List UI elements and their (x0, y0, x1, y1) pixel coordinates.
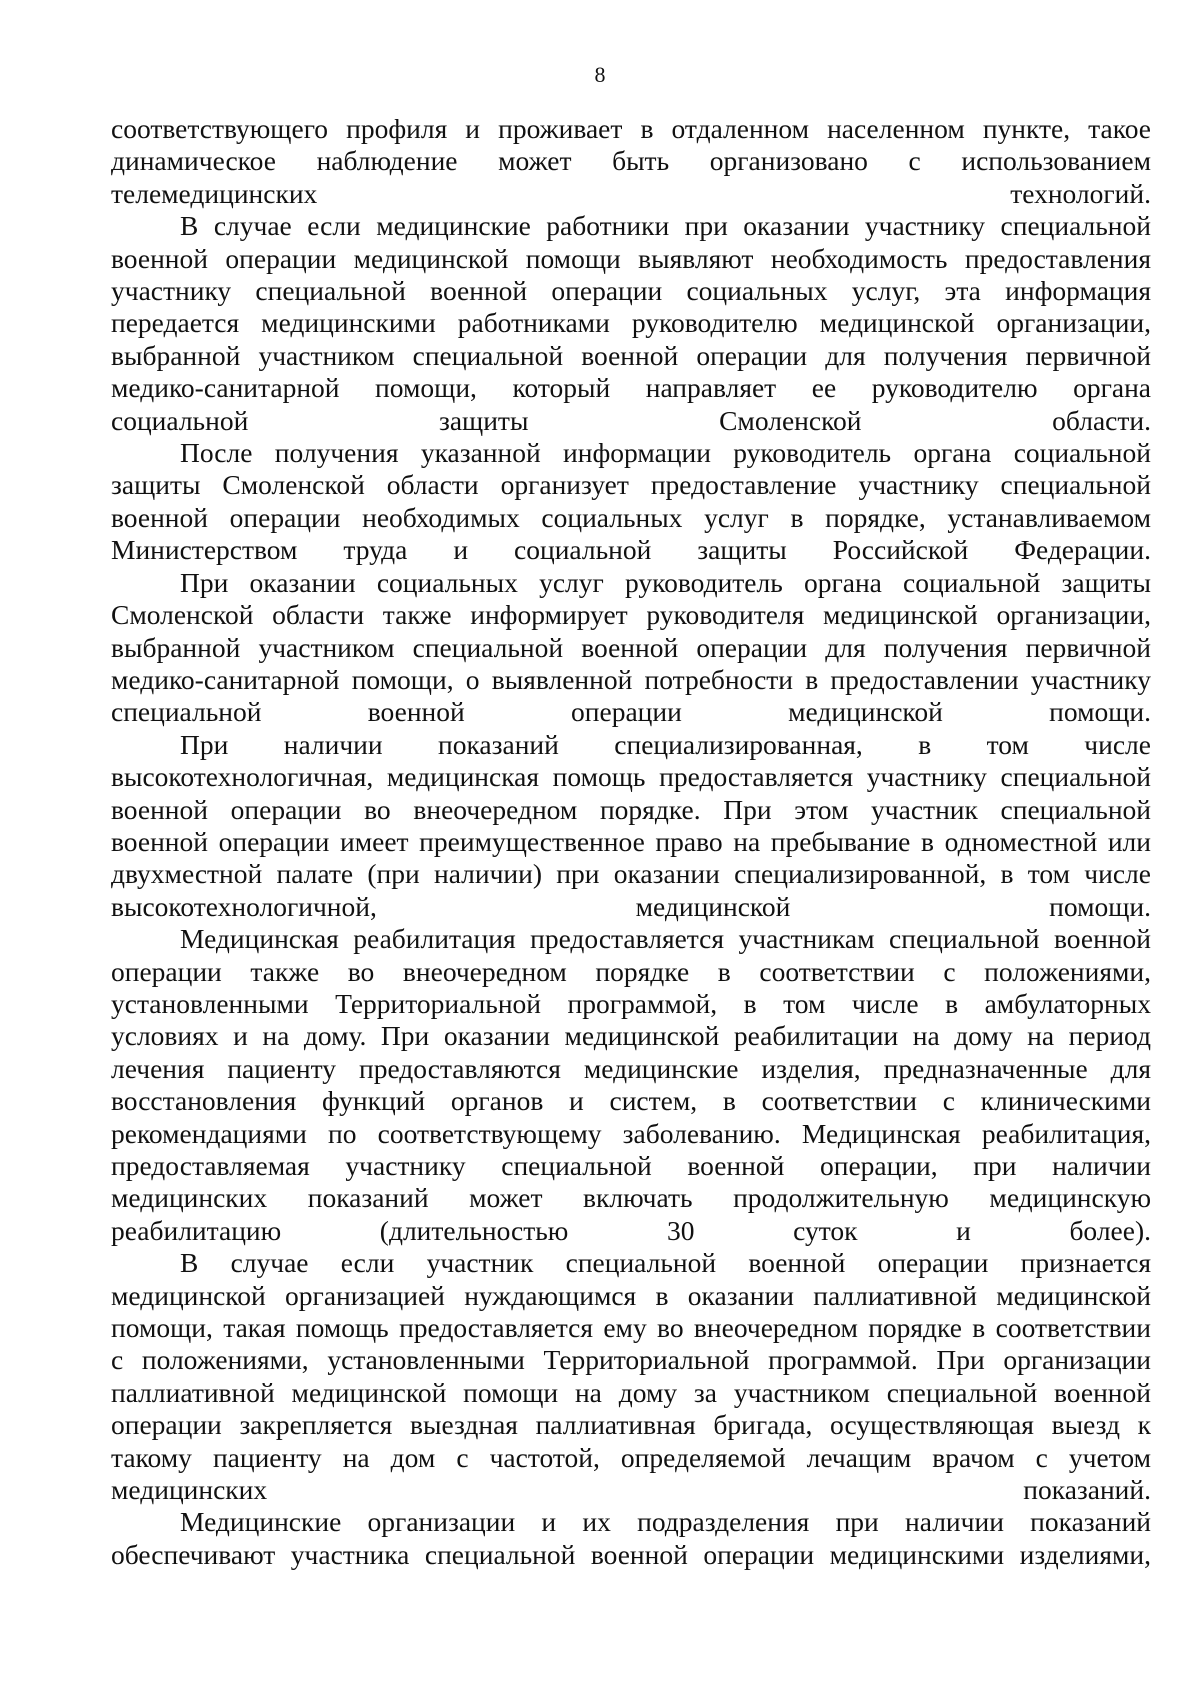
paragraph (111, 729, 1151, 923)
text-line: медицинских показаний может включать продолжительную медицинскую (111, 1182, 1151, 1214)
paragraph (111, 210, 1151, 437)
text-line: Смоленской области также информирует руководителя медицинской организации, (111, 599, 1151, 631)
text-line: соответствующего профиля и проживает в отдаленном населенном пункте, такое (111, 113, 1151, 144)
text-line: В случае если медицинские работники при оказании участнику специальной (180, 210, 1151, 242)
text-line: паллиативной медицинской помощи на дому за участником специальной военной (111, 1376, 1151, 1408)
text-line: медицинской организацией нуждающимся в оказании паллиативной медицинской (111, 1279, 1151, 1311)
text-line: помощи, такая помощь предоставляется ему во внеочередном порядке в соответствии (111, 1312, 1151, 1344)
page-number: 8 (594, 62, 606, 87)
paragraph (111, 1247, 1151, 1506)
text-line: После получения указанной информации руководитель органа социальной (180, 437, 1151, 469)
text-line: операции также во внеочередном порядке в соответствии с положениями, (111, 955, 1151, 987)
text-line: социальной защиты Смоленской области. (111, 404, 1151, 436)
text-line: условиях и на дому. При оказании медицинской реабилитации на дому на период (111, 1020, 1151, 1052)
text-line: выбранной участником специальной военной операции для получения первичной (111, 339, 1151, 371)
text-line: рекомендациями по соответствующему заболеванию. Медицинская реабилитация, (111, 1117, 1151, 1149)
text-line: военной операции медицинской помощи выявляют необходимость предоставления (111, 242, 1151, 274)
text-line: Медицинские организации и их подразделения при наличии показаний (180, 1506, 1151, 1538)
document-body (111, 113, 1151, 1571)
text-line: При наличии показаний специализированная, в том числе (180, 728, 1151, 760)
text-line: такому пациенту на дом с частотой, определяемой лечащим врачом с учетом (111, 1441, 1151, 1473)
text-line: с положениями, установленными Территориальной программой. При организации (111, 1344, 1151, 1376)
text-line: военной операции необходимых социальных услуг в порядке, устанавливаемом (111, 501, 1151, 533)
text-line: медицинских показаний. (111, 1474, 1151, 1506)
text-line: В случае если участник специальной военной операции признается (180, 1247, 1151, 1279)
paragraph (111, 1506, 1151, 1571)
text-line: При оказании социальных услуг руководитель органа социальной защиты (180, 566, 1151, 598)
text-line: двухместной палате (при наличии) при оказании специализированной, в том числе (111, 858, 1151, 890)
text-line: восстановления функций органов и систем, в соответствии с клиническими (111, 1085, 1151, 1117)
text-line: высокотехнологичной, медицинской помощи. (111, 890, 1151, 922)
text-line: высокотехнологичная, медицинская помощь предоставляется участнику специальной (111, 761, 1151, 793)
text-line: реабилитацию (длительностью 30 суток и более). (111, 1214, 1151, 1246)
text-line: предоставляемая участнику специальной военной операции, при наличии (111, 1150, 1151, 1181)
text-line: Министерством труда и социальной защиты Российской Федерации. (111, 534, 1151, 566)
text-line: военной операции во внеочередном порядке. При этом участник специальной (111, 793, 1151, 825)
text-line: Медицинская реабилитация предоставляется участникам специальной военной (180, 923, 1151, 955)
text-line: обеспечивают участника специальной военной операции медицинскими изделиями, (111, 1538, 1151, 1570)
text-line: военной операции имеет преимущественное право на пребывание в одноместной или (111, 825, 1151, 857)
text-line: защиты Смоленской области организует предоставление участнику специальной (111, 469, 1151, 501)
text-line: операции закрепляется выездная паллиативная бригада, осуществляющая выезд к (111, 1409, 1151, 1441)
text-line: выбранной участником специальной военной операции для получения первичной (111, 631, 1151, 663)
paragraph (111, 567, 1151, 729)
text-line: передается медицинскими работниками руководителю медицинской организации, (111, 307, 1151, 339)
text-line: медико-санитарной помощи, о выявленной потребности в предоставлении участнику (111, 663, 1151, 695)
text-line: участнику специальной военной операции социальных услуг, эта информация (111, 275, 1151, 307)
text-line: динамическое наблюдение может быть организовано с использованием (111, 145, 1151, 177)
text-line: установленными Территориальной программой, в том числе в амбулаторных (111, 987, 1151, 1019)
paragraph (111, 437, 1151, 567)
text-line: телемедицинских технологий. (111, 177, 1151, 209)
paragraph (111, 113, 1151, 210)
paragraph (111, 923, 1151, 1247)
text-line: специальной военной операции медицинской помощи. (111, 696, 1151, 728)
text-line: лечения пациенту предоставляются медицинские изделия, предназначенные для (111, 1052, 1151, 1084)
text-line: медико-санитарной помощи, который направляет ее руководителю органа (111, 372, 1151, 404)
